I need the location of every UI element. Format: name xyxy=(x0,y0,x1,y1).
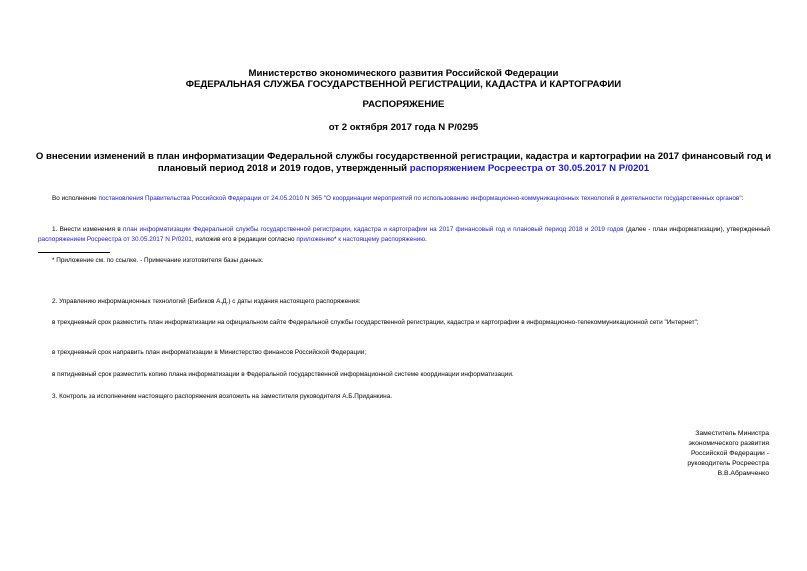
subject-text: О внесении изменений в план информатизации Федеральной службы государственной регистрации, кадастра и картографии на 2017 финансовый год и плановый период 2018 и 2019 годов, утвержденный xyxy=(35,151,772,174)
ministry-name: Министерство экономического развития Российской Федерации xyxy=(248,68,559,79)
appendix-link[interactable]: приложению xyxy=(296,235,334,243)
service-name: ФЕДЕРАЛЬНАЯ СЛУЖБА ГОСУДАРСТВЕННОЙ РЕГИСТРАЦИИ, КАДАСТРА И КАРТОГРАФИИ xyxy=(185,79,622,90)
paragraph-item-2-website: в трехдневный срок разместить план информатизации на официальном сайте Федеральной службы государственной регистрации, кадастра и картографии в информационно-телекоммуникационной сети "Интернет"; xyxy=(52,319,699,326)
p1-post: : xyxy=(741,195,744,202)
signature-line-2: экономического развития xyxy=(688,440,769,447)
rosreestr-order-link[interactable]: распоряжением Росреестра от 30.05.2017 N Р/0201 xyxy=(38,235,192,243)
document-date-number: от 2 октября 2017 года N Р/0295 xyxy=(328,122,479,133)
paragraph-item-2-ministry: в трехдневный срок направить план информатизации в Министерство финансов Российской Федерации; xyxy=(52,349,367,356)
document-type: РАСПОРЯЖЕНИЕ xyxy=(362,99,445,110)
paragraph-item-1 xyxy=(38,225,770,244)
subject-link[interactable]: распоряжением Росреестра от 30.05.2017 N Р/0201 xyxy=(409,163,650,174)
this-order-link[interactable]: к настоящему распоряжению xyxy=(338,235,426,243)
signature-line-1: Заместитель Министра xyxy=(695,430,769,437)
p2-pre: 1. Внести изменения в xyxy=(52,226,124,233)
signature-block xyxy=(609,429,769,479)
signature-line-3: Российской Федерации - xyxy=(690,450,769,457)
paragraph-item-2-system: в пятидневный срок разместить копию плана информатизации в Федеральной государственной информационной системе координации информатизации. xyxy=(52,371,514,378)
p2-post: . xyxy=(425,235,427,243)
footnote-separator xyxy=(38,252,110,253)
p1-pre: Во исполнение xyxy=(52,195,99,202)
signature-line-4: руководитель Росреестра xyxy=(687,460,769,467)
p2-mid1: (далее - план информатизации), утвержденный xyxy=(623,226,770,233)
paragraph-item-2: 2. Управлению информационных технологий (Бибиков А.Д.) с даты издания настоящего распоряжения: xyxy=(52,298,361,305)
p2-mid3: * xyxy=(333,235,339,243)
informatization-plan-link[interactable]: план информатизации Федеральной службы государственной регистрации, кадастра и картографии на 2017 финансовый год и плановый период 2018 и 2019 годов xyxy=(123,226,624,233)
paragraph-item-3: 3. Контроль за исполнением настоящего распоряжения возложить на заместителя руководителя А.Б.Приданкина. xyxy=(52,393,393,400)
p2-mid2: , изложив его в редакции согласно xyxy=(191,235,297,243)
signature-name: В.В.Абрамченко xyxy=(717,470,769,477)
footnote: * Приложение см. по ссылке. - Примечание изготовителя базы данных. xyxy=(52,257,264,264)
document-subject xyxy=(30,151,777,175)
government-decree-link[interactable]: постановления Правительства Российской Федерации от 24.05.2010 N 365 "О координации мероприятий по использованию информационно-коммуникационных технологий в деятельности государственных органов" xyxy=(98,195,742,202)
paragraph-preamble xyxy=(38,194,770,204)
